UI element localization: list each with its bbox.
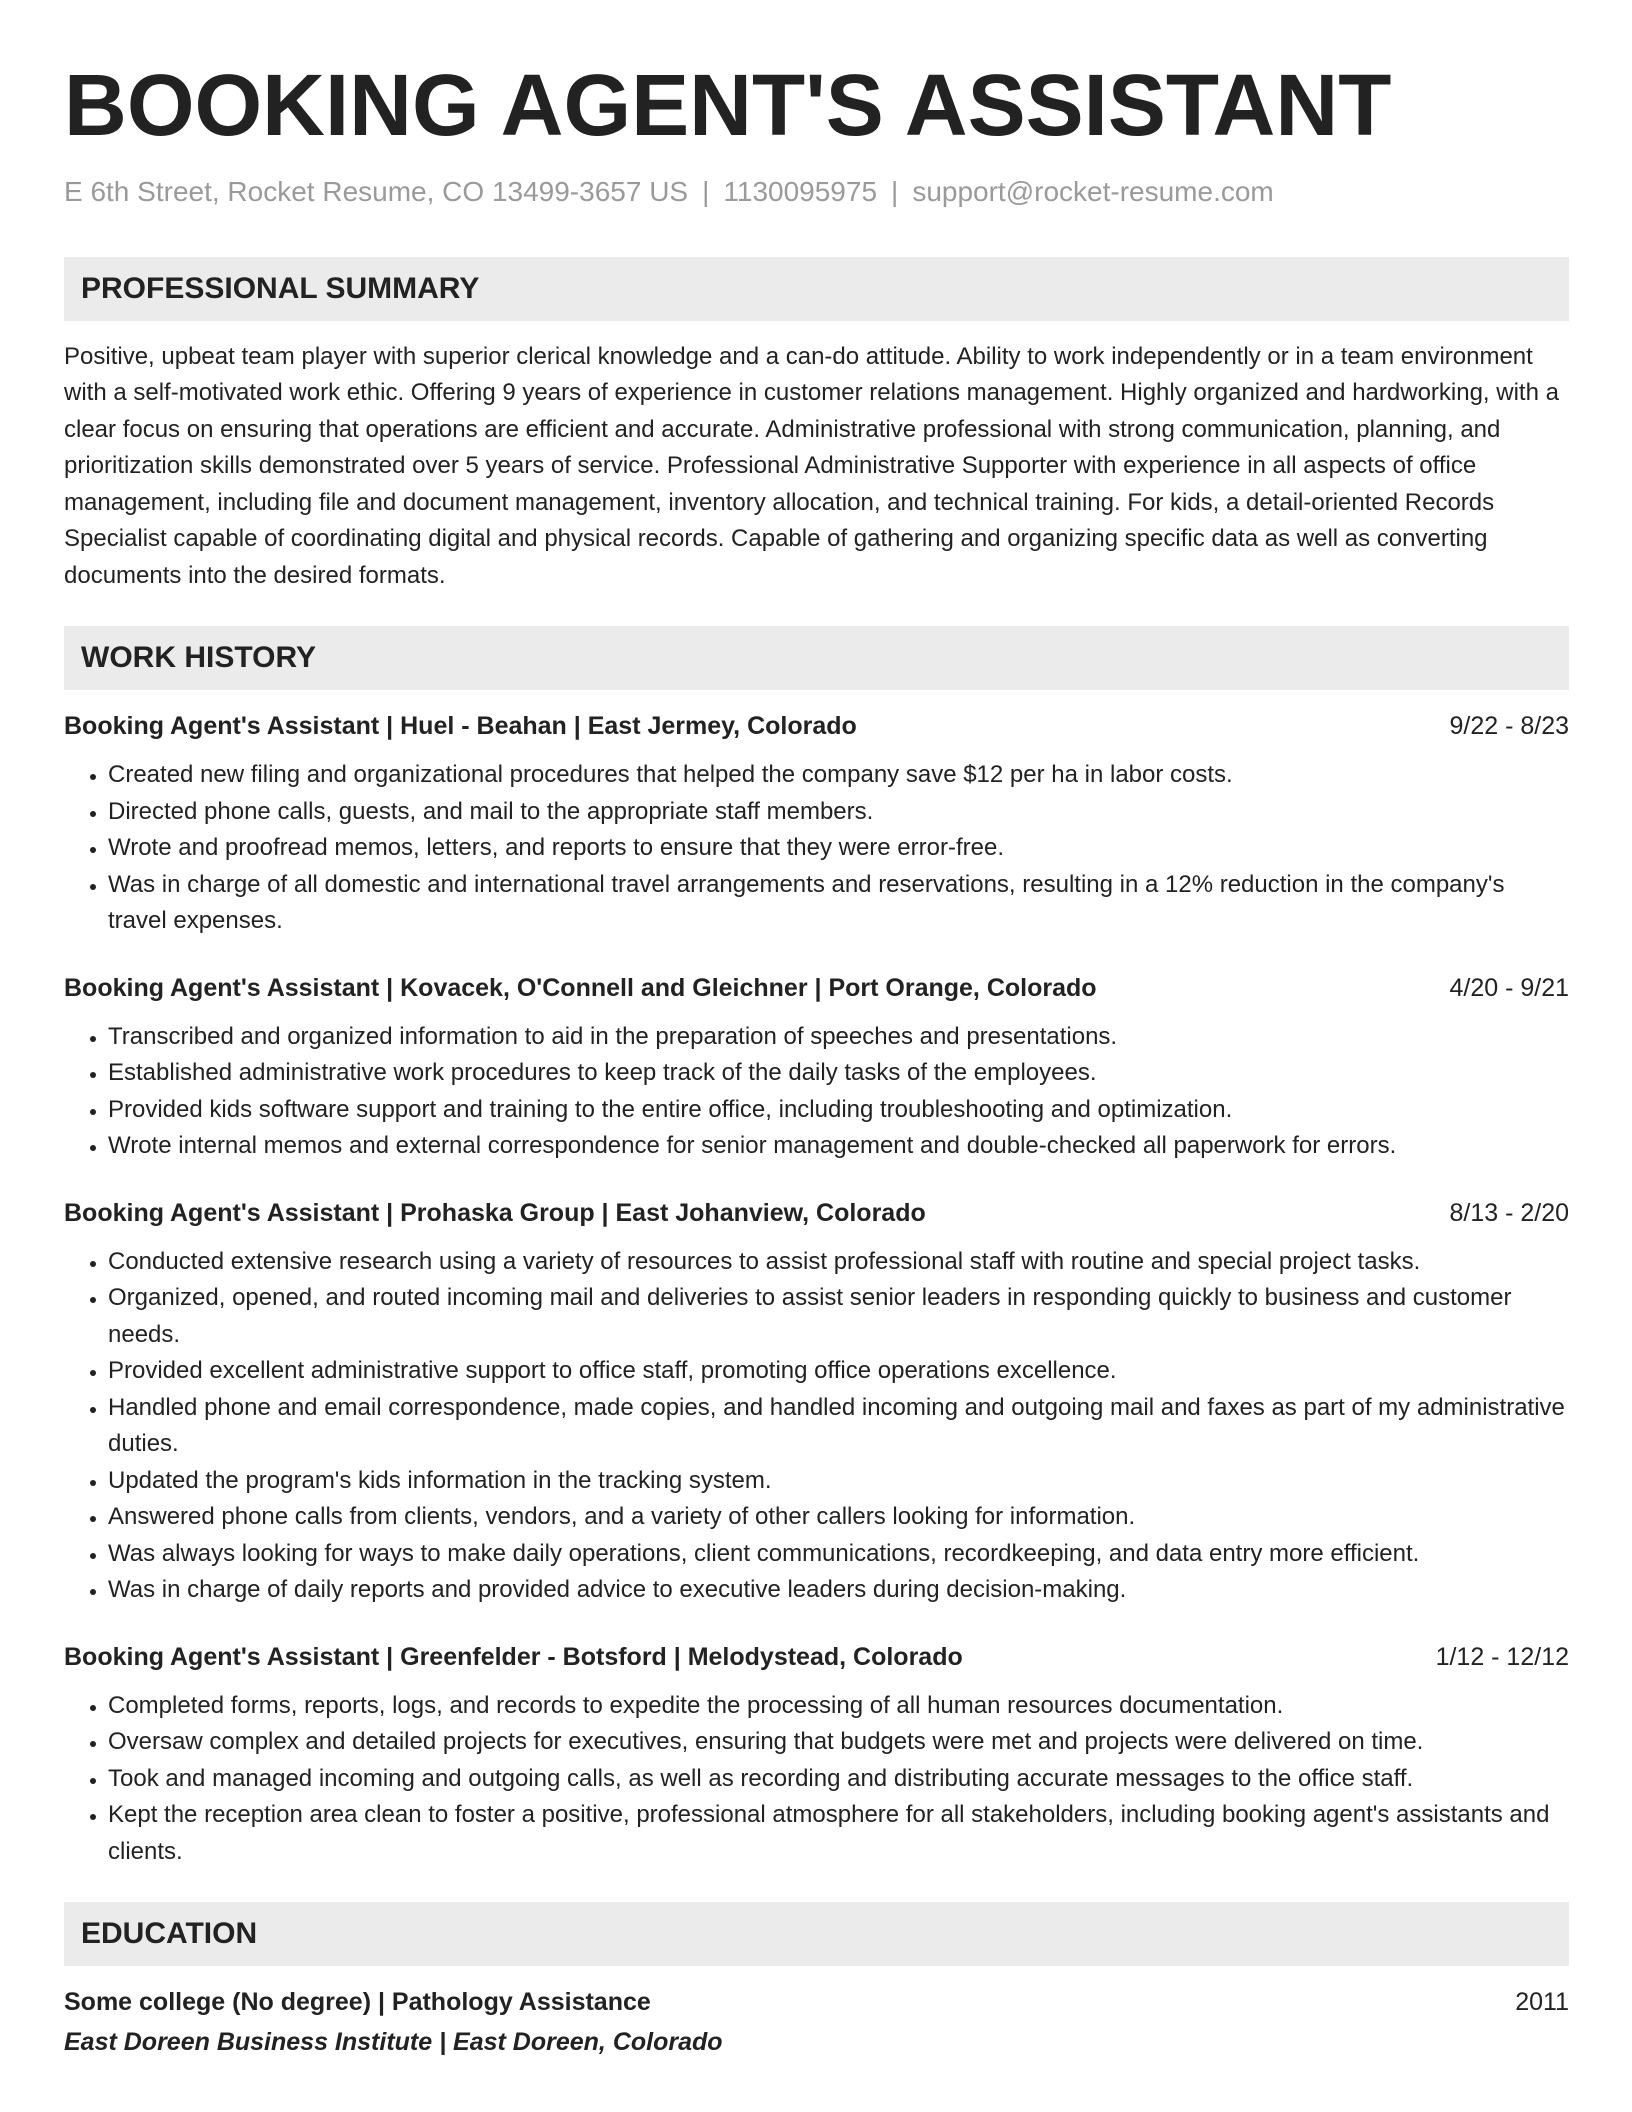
education-degree: Some college (No degree) | Pathology Assistance	[64, 1988, 651, 2017]
job-header	[64, 972, 1569, 1004]
job-bullet: • Handled phone and email correspondence, made copies, and handled incoming and outgoing mail and faxes as part of my administrative duties.	[108, 1390, 1569, 1463]
contact-phone: 1130095975	[723, 176, 878, 207]
job-title: Booking Agent's Assistant | Prohaska Group | East Johanview, Colorado	[64, 1198, 926, 1227]
job-title: Booking Agent's Assistant | Greenfelder - Botsford | Melodystead, Colorado	[64, 1642, 963, 1671]
contact-address: E 6th Street, Rocket Resume, CO 13499-3657 US	[64, 176, 689, 207]
job-bullet: • Created new filing and organizational procedures that helped the company save $12 per ha in labor costs.	[108, 757, 1569, 794]
candidate-name: BOOKING AGENT'S ASSISTANT	[64, 57, 1392, 154]
education-school: East Doreen Business Institute | East Doreen, Colorado	[64, 2028, 723, 2057]
job-bullet: • Completed forms, reports, logs, and records to expedite the processing of all human resources documentation.	[108, 1688, 1569, 1725]
contact-line	[64, 175, 1569, 209]
job-bullet: • Kept the reception area clean to foster a positive, professional atmosphere for all stakeholders, including booking agent's assistants and clients.	[108, 1797, 1569, 1870]
job-bullets	[64, 1019, 1569, 1165]
summary-text: Positive, upbeat team player with superior clerical knowledge and a can-do attitude. Ability to work independently or in a team environment with a self-motivated work ethic. Offering 9 years of experience in customer relations management. Highly organized and hardworking, with a clear focus on ensuring that operations are efficient and accurate. Administrative professional with strong communication, planning, and prioritization skills demonstrated over 5 years of service. Professional Administrative Supporter with experience in all aspects of office management, including file and document management, inventory allocation, and technical training. For kids, a detail-oriented Records Specialist capable of coordinating digital and physical records. Capable of gathering and organizing specific data as well as converting documents into the desired formats.	[64, 342, 1559, 589]
job-bullet: • Transcribed and organized information to aid in the preparation of speeches and presentations.	[108, 1019, 1569, 1056]
job-dates: 4/20 - 9/21	[1449, 973, 1569, 1002]
section-header-summary: PROFESSIONAL SUMMARY	[64, 257, 1569, 321]
job-entry	[64, 1641, 1569, 1871]
job-bullet: • Was in charge of daily reports and provided advice to executive leaders during decision-making.	[108, 1572, 1569, 1609]
job-header	[64, 1197, 1569, 1229]
job-title: Booking Agent's Assistant | Kovacek, O'Connell and Gleichner | Port Orange, Colorado	[64, 973, 1097, 1002]
job-bullets	[64, 757, 1569, 940]
education-year: 2011	[1515, 1988, 1569, 2017]
job-bullet: • Oversaw complex and detailed projects for executives, ensuring that budgets were met and projects were delivered on time.	[108, 1724, 1569, 1761]
job-bullet: • Answered phone calls from clients, vendors, and a variety of other callers looking for information.	[108, 1499, 1569, 1536]
job-entry	[64, 710, 1569, 940]
job-bullet: • Wrote internal memos and external correspondence for senior management and double-checked all paperwork for errors.	[108, 1128, 1569, 1165]
contact-email: support@rocket-resume.com	[912, 176, 1274, 207]
education-entry	[64, 1986, 1569, 2058]
job-title: Booking Agent's Assistant | Huel - Beahan | East Jermey, Colorado	[64, 712, 857, 741]
section-header-work-history: WORK HISTORY	[64, 626, 1569, 690]
job-entry	[64, 972, 1569, 1165]
job-bullet: • Established administrative work procedures to keep track of the daily tasks of the employees.	[108, 1055, 1569, 1092]
job-dates: 9/22 - 8/23	[1449, 712, 1569, 741]
job-bullet: • Provided kids software support and training to the entire office, including troubleshooting and optimization.	[108, 1092, 1569, 1129]
job-bullet: • Updated the program's kids information in the tracking system.	[108, 1463, 1569, 1500]
job-header	[64, 710, 1569, 742]
job-bullet: • Conducted extensive research using a variety of resources to assist professional staff with routine and special project tasks.	[108, 1244, 1569, 1281]
job-entry	[64, 1197, 1569, 1609]
job-bullets	[64, 1244, 1569, 1609]
job-bullets	[64, 1688, 1569, 1871]
job-dates: 8/13 - 2/20	[1449, 1198, 1569, 1227]
job-bullet: • Provided excellent administrative support to office staff, promoting office operations excellence.	[108, 1353, 1569, 1390]
job-bullet: • Took and managed incoming and outgoing calls, as well as recording and distributing accurate messages to the office staff.	[108, 1761, 1569, 1798]
contact-separator: |	[891, 176, 899, 207]
job-bullet: • Organized, opened, and routed incoming mail and deliveries to assist senior leaders in responding quickly to business and customer needs.	[108, 1280, 1569, 1353]
job-bullet: • Wrote and proofread memos, letters, and reports to ensure that they were error-free.	[108, 830, 1569, 867]
section-header-education: EDUCATION	[64, 1902, 1569, 1966]
contact-separator: |	[702, 176, 710, 207]
job-header	[64, 1641, 1569, 1673]
job-dates: 1/12 - 12/12	[1435, 1642, 1569, 1671]
job-bullet: • Directed phone calls, guests, and mail to the appropriate staff members.	[108, 794, 1569, 831]
education-header	[64, 1986, 1569, 2018]
job-bullet: • Was in charge of all domestic and international travel arrangements and reservations, resulting in a 12% reduction in the company's travel expenses.	[108, 867, 1569, 940]
job-bullet: • Was always looking for ways to make daily operations, client communications, recordkeeping, and data entry more efficient.	[108, 1536, 1569, 1573]
